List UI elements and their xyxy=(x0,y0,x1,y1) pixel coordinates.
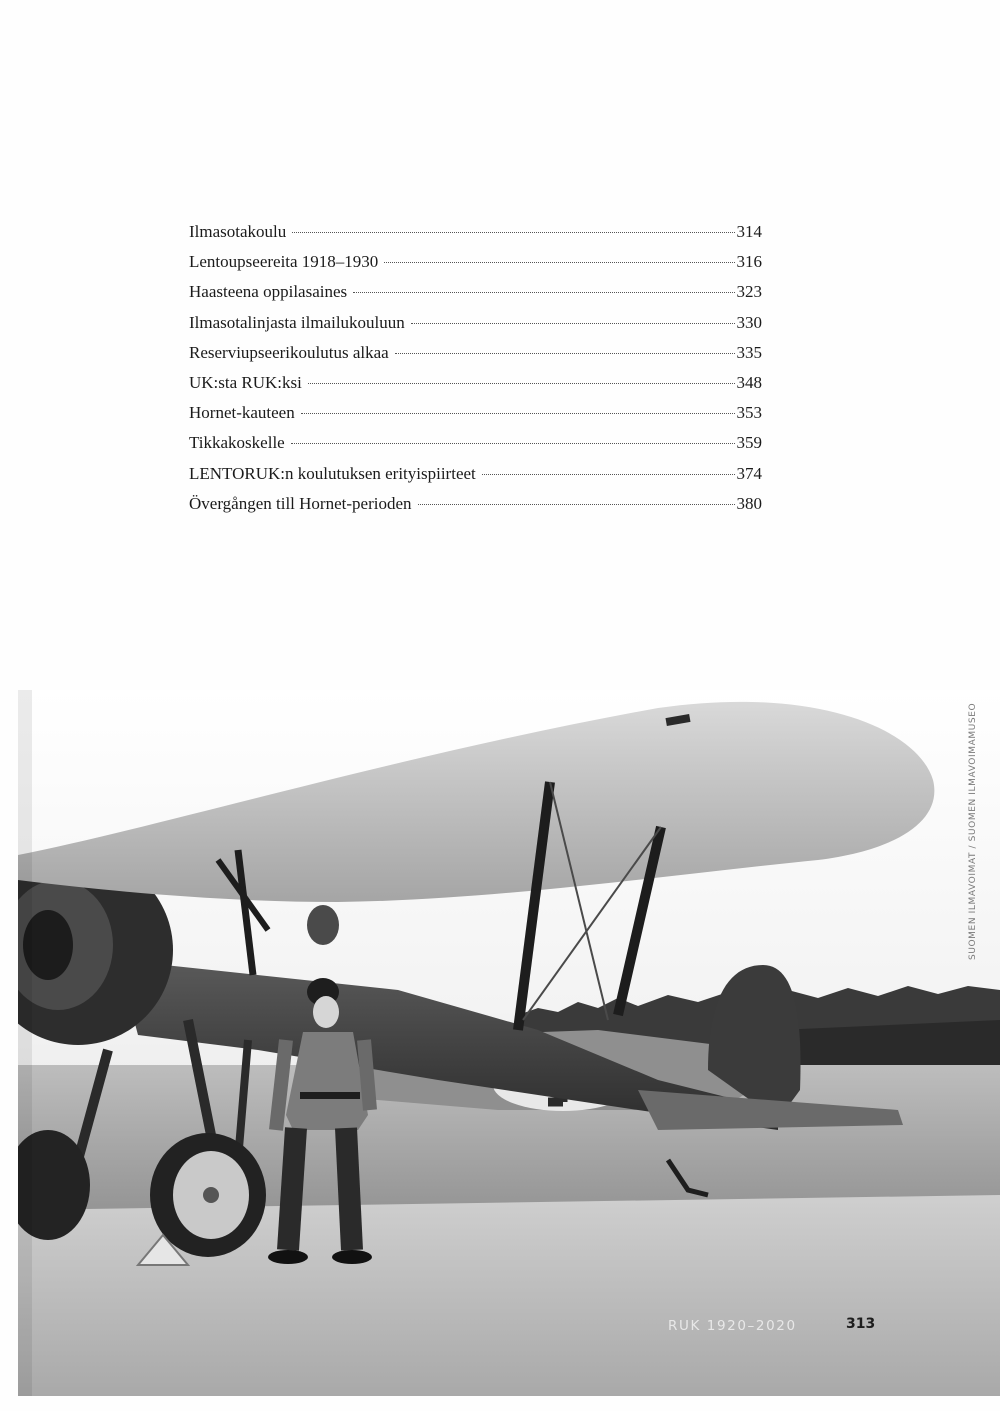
toc-entry-title: Övergången till Hornet-perioden xyxy=(189,493,412,513)
toc-entry-page: 330 xyxy=(736,312,762,332)
toc-leader-dots xyxy=(395,352,735,354)
biplane-photograph xyxy=(18,690,1000,1396)
toc-entry-page: 323 xyxy=(736,282,762,302)
toc-leader-dots xyxy=(411,322,735,324)
toc-leader-dots xyxy=(291,442,735,444)
toc-entry-title: UK:sta RUK:ksi xyxy=(189,372,302,392)
toc-entry-page: 353 xyxy=(736,403,762,423)
toc-entry[interactable] xyxy=(189,373,762,403)
toc-entry[interactable] xyxy=(189,433,762,463)
toc-entry-title: Lentoupseereita 1918–1930 xyxy=(189,252,379,272)
toc-entry-title: Hornet-kauteen xyxy=(189,403,295,423)
toc-leader-dots xyxy=(418,503,735,505)
toc-leader-dots xyxy=(308,382,735,384)
toc-entry[interactable] xyxy=(189,222,762,252)
toc-leader-dots xyxy=(482,473,735,475)
toc-entry[interactable] xyxy=(189,252,762,282)
toc-entry-page: 359 xyxy=(736,433,762,453)
toc-leader-dots xyxy=(353,291,734,293)
toc-entry[interactable] xyxy=(189,494,762,524)
toc-entry-title: Ilmasotalinjasta ilmailukouluun xyxy=(189,312,405,332)
running-footer-title: RUK 1920–2020 xyxy=(668,1318,797,1334)
toc-entry[interactable] xyxy=(189,313,762,343)
toc-entry-title: Reserviupseerikoulutus alkaa xyxy=(189,342,389,362)
toc-leader-dots xyxy=(384,261,734,263)
toc-entry-title: Haasteena oppilasaines xyxy=(189,282,348,302)
toc-entry[interactable] xyxy=(189,343,762,373)
toc-entry-title: Ilmasotakoulu xyxy=(189,222,287,241)
toc-entry-page: 380 xyxy=(736,493,762,513)
table-of-contents xyxy=(189,222,762,524)
toc-entry-title: Tikkakoskelle xyxy=(189,433,285,453)
toc-entry-page: 348 xyxy=(736,372,762,392)
toc-entry-page: 335 xyxy=(736,342,762,362)
toc-entry-title: LENTORUK:n koulutuksen erityispiirteet xyxy=(189,463,476,483)
toc-entry[interactable] xyxy=(189,282,762,312)
photo-credit: SUOMEN ILMAVOIMAT / SUOMEN ILMAVOIMAMUSEO xyxy=(968,702,978,960)
toc-entry-page: 374 xyxy=(736,463,762,483)
toc-entry[interactable] xyxy=(189,403,762,433)
toc-entry[interactable] xyxy=(189,464,762,494)
toc-entry-page: 316 xyxy=(736,252,762,272)
toc-leader-dots xyxy=(292,231,734,233)
toc-leader-dots xyxy=(301,412,735,414)
page-number: 313 xyxy=(846,1316,876,1332)
toc-entry-page: 314 xyxy=(736,222,762,241)
